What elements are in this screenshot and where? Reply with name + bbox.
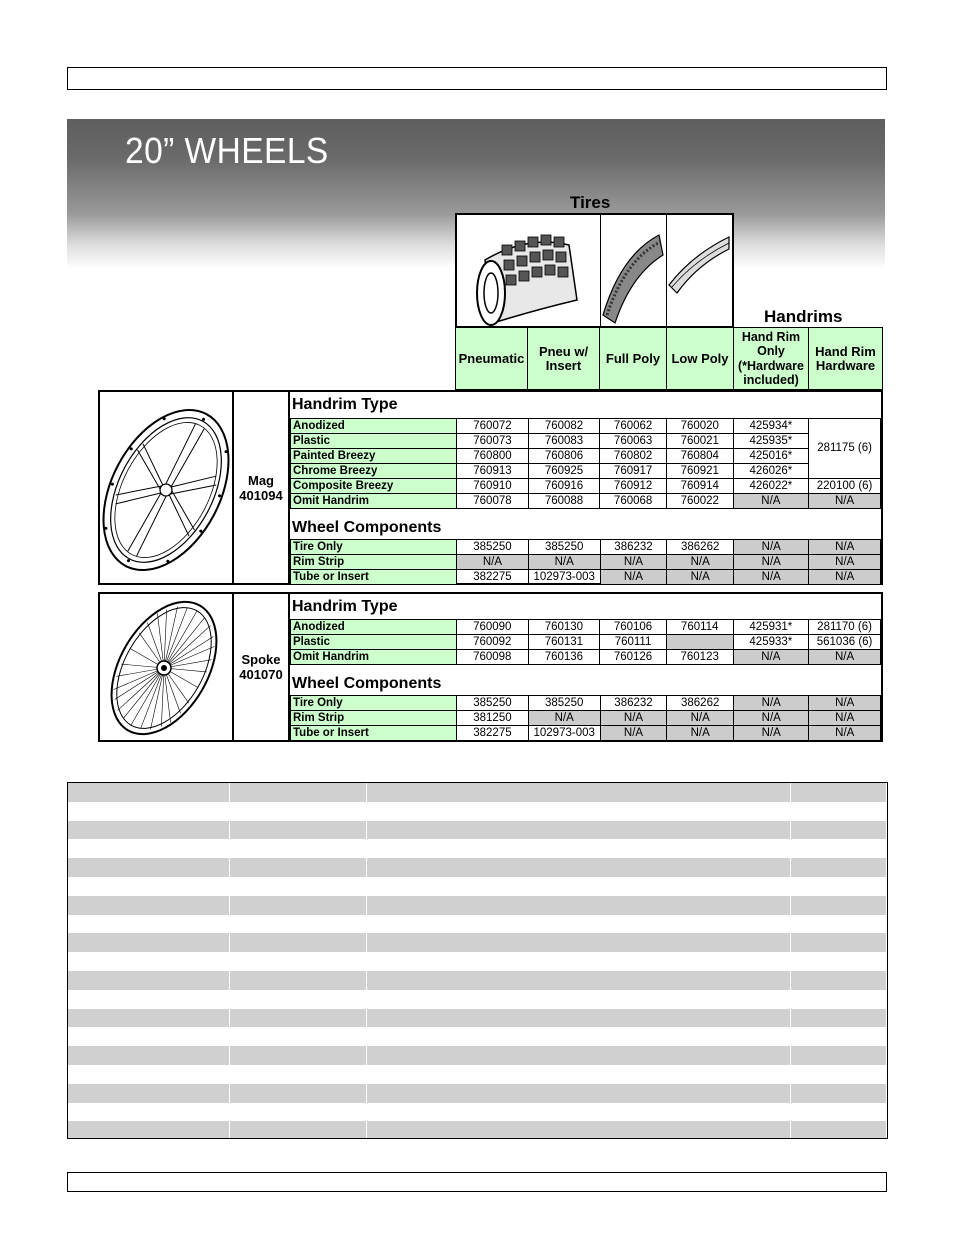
parts-cell (230, 1027, 367, 1046)
mag-components-table (290, 539, 881, 585)
cell: 760806 (528, 449, 600, 464)
parts-cell (367, 971, 791, 990)
parts-row (68, 1009, 887, 1028)
parts-cell (367, 783, 791, 802)
mag-wheel-label (234, 392, 290, 583)
mag-wheel-section (98, 390, 883, 585)
cell: N/A (734, 726, 809, 741)
cell: 760910 (457, 479, 529, 494)
table-row (291, 726, 881, 741)
parts-cell (68, 802, 230, 821)
cell: 760925 (528, 464, 600, 479)
cell: 760114 (666, 620, 733, 635)
parts-cell (791, 990, 887, 1009)
parts-cell (367, 952, 791, 971)
mag-handrim-table (290, 418, 881, 509)
parts-row (68, 1121, 887, 1139)
parts-cell (367, 896, 791, 915)
parts-cell (791, 1065, 887, 1084)
parts-row (68, 971, 887, 990)
parts-row (68, 1103, 887, 1122)
row-label: Chrome Breezy (291, 464, 457, 479)
parts-list-table (67, 782, 888, 1139)
parts-cell (230, 821, 367, 840)
parts-cell (791, 1084, 887, 1103)
cell: 426026* (733, 464, 809, 479)
page-title: 20” WHEELS (125, 130, 329, 171)
col-header-hand-rim-only: Hand Rim Only (*Hardware included) (733, 327, 809, 390)
parts-cell (230, 802, 367, 821)
cell: 425935* (733, 434, 809, 449)
pneumatic-tire-image (457, 215, 601, 326)
cell: 760068 (600, 494, 667, 509)
cell: 760078 (457, 494, 529, 509)
cell: 425016* (733, 449, 809, 464)
cell: 385250 (457, 696, 529, 711)
parts-cell (791, 839, 887, 858)
parts-cell (367, 802, 791, 821)
parts-cell (367, 915, 791, 934)
parts-cell (367, 1009, 791, 1028)
spoke-handrim-table (290, 619, 881, 665)
spoke-handrim-type-title: Handrim Type (292, 598, 398, 615)
parts-cell (68, 839, 230, 858)
parts-cell (791, 896, 887, 915)
table-row (291, 696, 881, 711)
cell: 386232 (600, 696, 667, 711)
row-label: Anodized (291, 620, 457, 635)
parts-cell (230, 858, 367, 877)
table-row (291, 620, 881, 635)
parts-cell (230, 1121, 367, 1139)
row-label: Tube or Insert (291, 570, 457, 585)
row-label: Tire Only (291, 696, 457, 711)
cell: 760917 (600, 464, 667, 479)
cell: 760131 (528, 635, 600, 650)
cell: 760106 (600, 620, 667, 635)
parts-cell (68, 1121, 230, 1139)
spoke-components-table (290, 695, 881, 741)
parts-cell (230, 1084, 367, 1103)
parts-cell (230, 971, 367, 990)
row-label: Plastic (291, 434, 457, 449)
parts-cell (68, 971, 230, 990)
cell: 426022* (733, 479, 809, 494)
col-header-low-poly: Low Poly (666, 327, 734, 390)
cell: N/A (809, 555, 881, 570)
parts-cell (68, 896, 230, 915)
col-header-pneu-insert: Pneu w/ Insert (527, 327, 600, 390)
parts-cell (68, 877, 230, 896)
parts-cell (68, 1009, 230, 1028)
parts-cell (791, 1046, 887, 1065)
tires-label: Tires (570, 193, 611, 212)
parts-cell (791, 821, 887, 840)
parts-row (68, 933, 887, 952)
parts-cell (791, 952, 887, 971)
parts-cell (791, 971, 887, 990)
cell: 425933* (733, 635, 809, 650)
spoke-wheel-name: Spoke (241, 652, 281, 667)
cell: 382275 (457, 570, 529, 585)
parts-cell (791, 1103, 887, 1122)
cell: N/A (809, 726, 881, 741)
cell: 760083 (528, 434, 600, 449)
cell: N/A (734, 570, 809, 585)
cell: N/A (667, 570, 734, 585)
col-header-hand-rim-hardware: Hand Rim Hardware (808, 327, 883, 390)
cell: 102973-003 (528, 726, 600, 741)
cell: 760126 (600, 650, 667, 665)
parts-cell (230, 1065, 367, 1084)
table-row (291, 555, 881, 570)
table-row (291, 570, 881, 585)
parts-cell (230, 877, 367, 896)
cell: 425931* (733, 620, 809, 635)
parts-row (68, 1065, 887, 1084)
spoke-wheel-label (234, 594, 290, 740)
parts-cell (68, 1027, 230, 1046)
cell: N/A (457, 555, 529, 570)
table-row (291, 419, 881, 434)
table-row (291, 540, 881, 555)
spoke-wheel-part: 401070 (239, 667, 283, 682)
parts-cell (68, 952, 230, 971)
parts-cell (68, 1103, 230, 1122)
table-row (291, 635, 881, 650)
cell: 760123 (666, 650, 733, 665)
low-poly-tire-image (667, 215, 732, 326)
parts-cell (367, 1065, 791, 1084)
header-bar (67, 67, 887, 90)
parts-row (68, 1084, 887, 1103)
mag-wheel-name: Mag (247, 472, 274, 488)
cell: 760022 (666, 494, 733, 509)
table-row (291, 479, 881, 494)
cell: 386262 (667, 696, 734, 711)
cell: N/A (600, 570, 667, 585)
cell: 760098 (456, 650, 528, 665)
parts-row (68, 896, 887, 915)
cell: N/A (733, 494, 809, 509)
parts-cell (791, 802, 887, 821)
cell: 760916 (528, 479, 600, 494)
parts-cell (68, 1065, 230, 1084)
parts-cell (230, 839, 367, 858)
parts-cell (367, 1084, 791, 1103)
mag-wheel-components-title: Wheel Components (292, 519, 442, 536)
parts-cell (68, 783, 230, 802)
cell: 760092 (456, 635, 528, 650)
cell: N/A (600, 711, 667, 726)
row-label: Anodized (291, 419, 457, 434)
cell: 760800 (457, 449, 529, 464)
row-label: Rim Strip (291, 711, 457, 726)
cell: 760804 (666, 449, 733, 464)
parts-cell (230, 1009, 367, 1028)
cell: 760914 (666, 479, 733, 494)
cell: 760912 (600, 479, 667, 494)
parts-row (68, 990, 887, 1009)
cell: 760130 (528, 620, 600, 635)
parts-cell (367, 1121, 791, 1139)
parts-cell (68, 915, 230, 934)
table-row (291, 464, 881, 479)
cell: 381250 (457, 711, 529, 726)
cell: 760072 (457, 419, 529, 434)
table-row (291, 449, 881, 464)
parts-row (68, 915, 887, 934)
parts-row (68, 858, 887, 877)
parts-cell (230, 783, 367, 802)
parts-cell (791, 877, 887, 896)
cell: 760062 (600, 419, 667, 434)
mag-hardware-merged-cell: 281175 (6) (809, 419, 881, 479)
cell: N/A (733, 650, 809, 665)
cell: N/A (600, 726, 667, 741)
parts-cell (791, 933, 887, 952)
cell: 385250 (457, 540, 529, 555)
tire-images (455, 213, 734, 328)
cell: 760073 (457, 434, 529, 449)
parts-cell (791, 915, 887, 934)
row-label: Tube or Insert (291, 726, 457, 741)
cell: 281170 (6) (809, 620, 881, 635)
parts-cell (230, 896, 367, 915)
parts-cell (367, 858, 791, 877)
parts-cell (230, 990, 367, 1009)
parts-cell (367, 933, 791, 952)
parts-cell (367, 1103, 791, 1122)
parts-cell (791, 858, 887, 877)
cell: N/A (809, 494, 881, 509)
table-row (291, 434, 881, 449)
parts-cell (68, 1084, 230, 1103)
mag-wheel-image (100, 392, 234, 583)
parts-cell (367, 1046, 791, 1065)
parts-cell (367, 821, 791, 840)
cell: 102973-003 (528, 570, 600, 585)
spoke-wheel-section (98, 592, 883, 742)
row-label: Rim Strip (291, 555, 457, 570)
cell: 760082 (528, 419, 600, 434)
parts-row (68, 877, 887, 896)
col-header-full-poly: Full Poly (599, 327, 667, 390)
parts-cell (791, 1009, 887, 1028)
cell: N/A (809, 570, 881, 585)
cell: N/A (734, 711, 809, 726)
cell: 760802 (600, 449, 667, 464)
cell: 561036 (6) (809, 635, 881, 650)
table-row (291, 494, 881, 509)
parts-cell (367, 839, 791, 858)
cell: 760063 (600, 434, 667, 449)
parts-cell (791, 1121, 887, 1139)
cell: N/A (734, 696, 809, 711)
cell: 760111 (600, 635, 667, 650)
row-label: Omit Handrim (291, 650, 457, 665)
parts-row (68, 839, 887, 858)
cell: N/A (734, 555, 809, 570)
cell: N/A (600, 555, 667, 570)
spoke-wheel-components-title: Wheel Components (292, 675, 442, 692)
cell: 386262 (667, 540, 734, 555)
parts-row (68, 821, 887, 840)
cell: 220100 (6) (809, 479, 881, 494)
parts-cell (68, 858, 230, 877)
cell (666, 635, 733, 650)
table-row (291, 650, 881, 665)
cell: 760913 (457, 464, 529, 479)
parts-row (68, 952, 887, 971)
col-header-pneumatic: Pneumatic (455, 327, 528, 390)
footer-bar (67, 1172, 887, 1192)
row-label: Painted Breezy (291, 449, 457, 464)
cell: N/A (734, 540, 809, 555)
parts-row (68, 802, 887, 821)
parts-cell (230, 1103, 367, 1122)
parts-cell (230, 915, 367, 934)
cell: N/A (667, 555, 734, 570)
mag-handrim-type-title: Handrim Type (292, 396, 398, 413)
cell: 386232 (600, 540, 667, 555)
cell: N/A (667, 711, 734, 726)
cell: N/A (809, 650, 881, 665)
cell: 385250 (528, 540, 600, 555)
cell: 760921 (666, 464, 733, 479)
parts-cell (367, 877, 791, 896)
parts-cell (68, 933, 230, 952)
row-label: Composite Breezy (291, 479, 457, 494)
parts-cell (230, 933, 367, 952)
cell: 382275 (457, 726, 529, 741)
cell: N/A (667, 726, 734, 741)
mag-wheel-part: 401094 (239, 487, 283, 503)
cell: N/A (809, 540, 881, 555)
parts-row (68, 783, 887, 802)
cell: 760090 (456, 620, 528, 635)
row-label: Omit Handrim (291, 494, 457, 509)
handrims-label: Handrims (764, 307, 843, 326)
cell: 760021 (666, 434, 733, 449)
parts-cell (791, 783, 887, 802)
cell: N/A (809, 696, 881, 711)
parts-row (68, 1027, 887, 1046)
cell: 760020 (666, 419, 733, 434)
row-label: Plastic (291, 635, 457, 650)
cell: 760088 (528, 494, 600, 509)
cell: 425934* (733, 419, 809, 434)
table-row (291, 711, 881, 726)
parts-cell (68, 821, 230, 840)
cell: N/A (528, 711, 600, 726)
parts-cell (230, 952, 367, 971)
cell: 760136 (528, 650, 600, 665)
full-poly-tire-image (601, 215, 667, 326)
parts-cell (367, 990, 791, 1009)
parts-cell (68, 1046, 230, 1065)
cell: 385250 (528, 696, 600, 711)
parts-cell (367, 1027, 791, 1046)
cell: N/A (809, 711, 881, 726)
parts-row (68, 1046, 887, 1065)
cell: N/A (528, 555, 600, 570)
parts-cell (791, 1027, 887, 1046)
row-label: Tire Only (291, 540, 457, 555)
spoke-wheel-image (100, 594, 234, 740)
parts-cell (230, 1046, 367, 1065)
parts-cell (68, 990, 230, 1009)
